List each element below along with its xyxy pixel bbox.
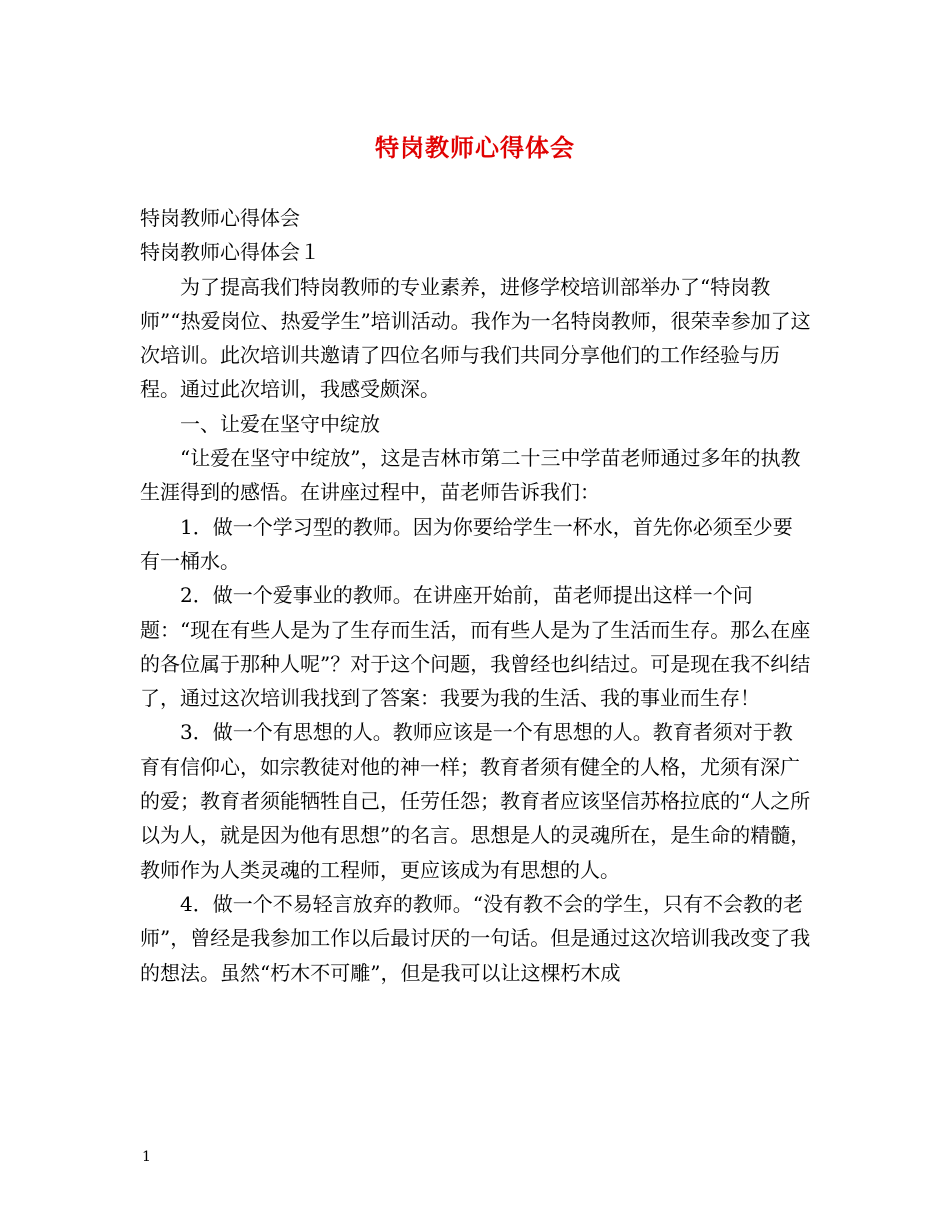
subtitle-line: 特岗教师心得体会 [140, 206, 300, 230]
document-body [140, 201, 812, 990]
list-item: 1．做一个学习型的教师。因为你要给学生一杯水，首先你必须至少要有一桶水。 [140, 514, 793, 573]
section-heading: 一、让爱在坚守中绽放 [180, 411, 380, 436]
body-paragraph: “让爱在坚守中绽放”，这是吉林市第二十三中学苗老师通过多年的执教生涯得到的感悟。在讲座过程中，苗老师告诉我们： [140, 446, 801, 505]
subtitle-line: 特岗教师心得体会１ [140, 240, 320, 265]
list-item: 3．做一个有思想的人。教师应该是一个有思想的人。教育者须对于教育有信仰心，如宗教徒对他的神一样；教育者须有健全的人格，尤须有深广的爱；教育者须能牺牲自己，任劳任怨；教育者应该坚信苏格拉底的“人之所以为人，就是因为他有思想”的名言。思想是人的灵魂所在，是生命的精髓，教师作为人类灵魂的工程师，更应该成为有思想的人。 [140, 720, 811, 882]
body-paragraph: 为了提高我们特岗教师的专业素养，进修学校培训部举办了“特岗教师”“热爱岗位、热爱学生”培训活动。我作为一名特岗教师，很荣幸参加了这次培训。此次培训共邀请了四位名师与我们共同分享他们的工作经验与历程。通过此次培训，我感受颇深。 [140, 274, 811, 402]
list-item: 4．做一个不易轻言放弃的教师。“没有教不会的学生，只有不会教的老师”，曾经是我参加工作以后最讨厌的一句话。但是通过这次培训我改变了我的想法。虽然“朽木不可雕”，但是我可以让这棵朽木成 [140, 891, 811, 985]
document-title: 特岗教师心得体会 [375, 133, 575, 162]
list-item: 2．做一个爱事业的教师。在讲座开始前，苗老师提出这样一个问题：“现在有些人是为了生存而生活，而有些人是为了生活而生存。那么在座的各位属于那种人呢”？对于这个问题，我曾经也纠结过。可是现在我不纠结了，通过这次培训我找到了答案：我要为我的生活、我的事业而生存！ [140, 583, 811, 711]
page-number: 1 [142, 1149, 151, 1165]
